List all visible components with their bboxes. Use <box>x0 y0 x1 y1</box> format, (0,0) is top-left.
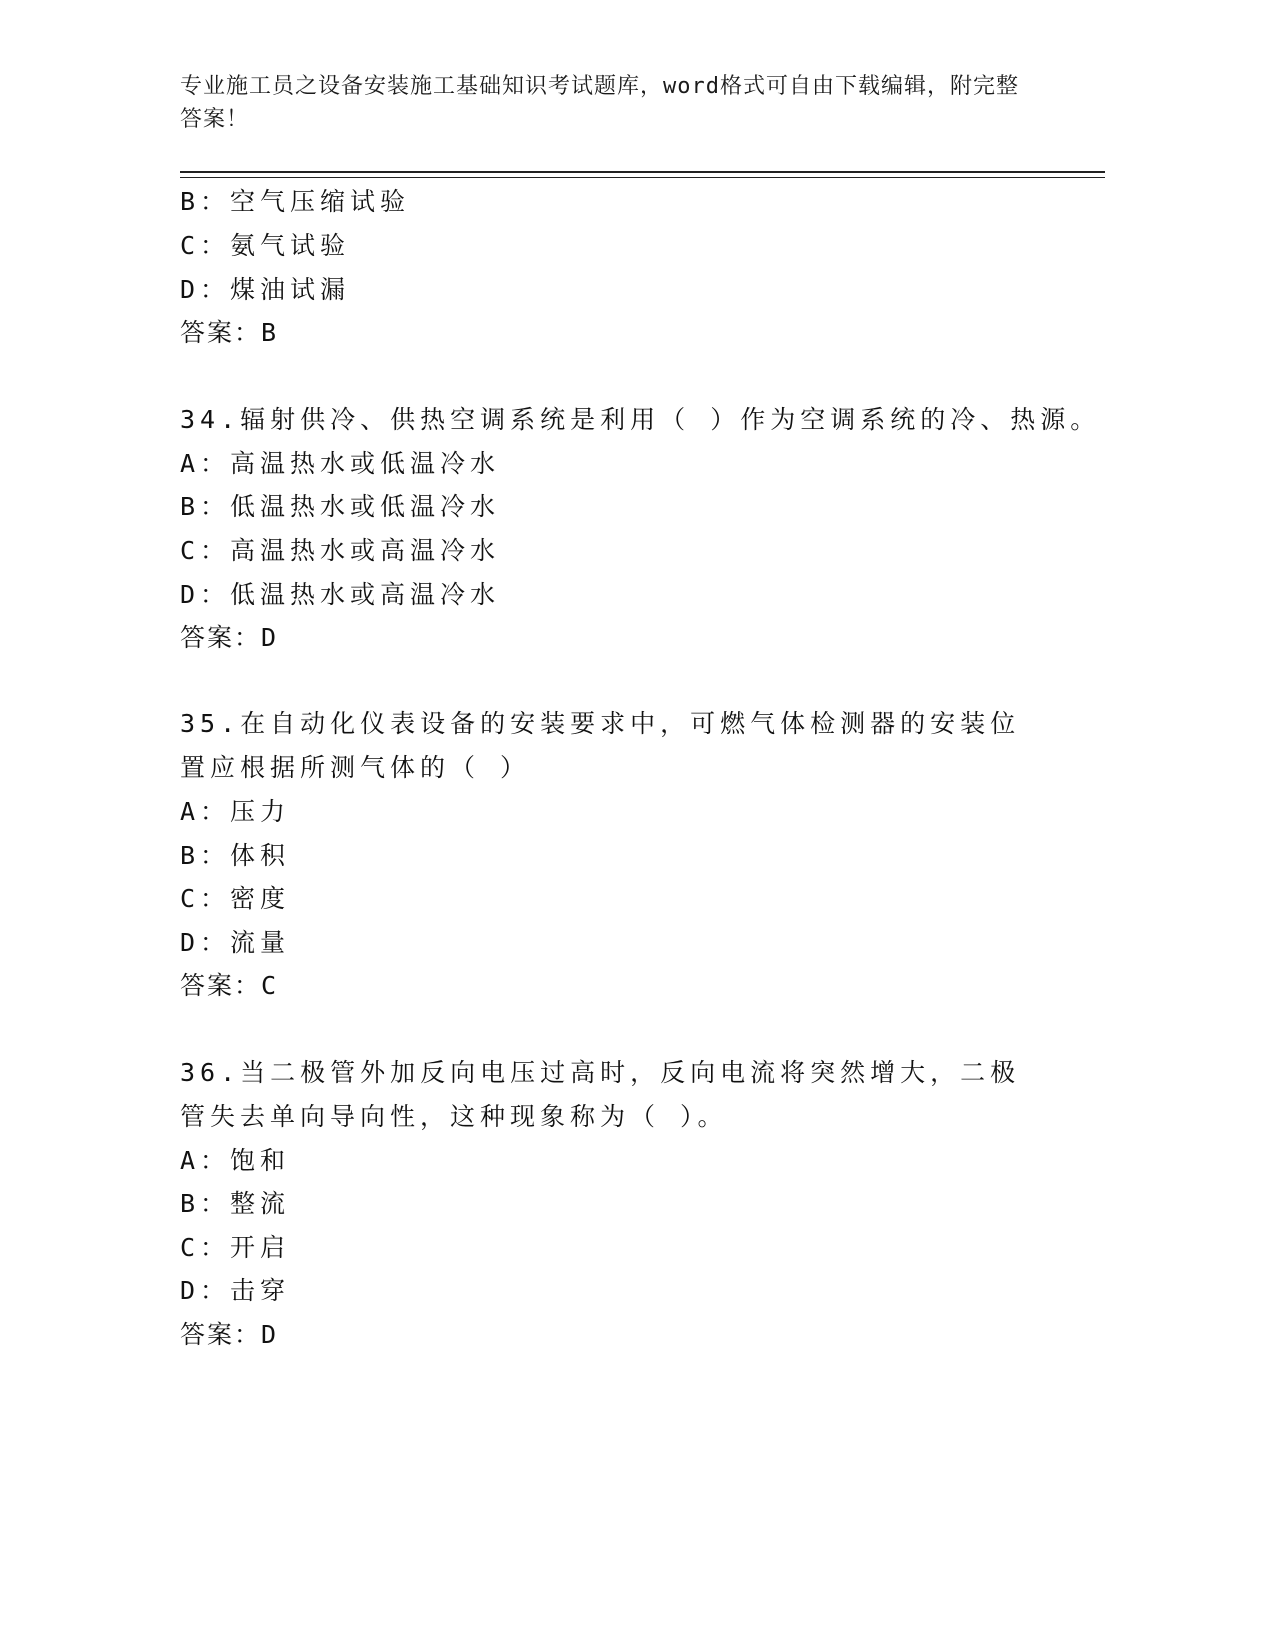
q34-option-c: C：高温热水或高温冷水 <box>180 536 501 565</box>
q36-option-a: A：饱和 <box>180 1146 291 1175</box>
q35-option-a: A：压力 <box>180 797 291 826</box>
q36-answer: 答案：D <box>180 1320 279 1349</box>
q34-option-b: B：低温热水或低温冷水 <box>180 492 501 521</box>
q34-option-d: D：低温热水或高温冷水 <box>180 580 501 609</box>
q33-answer: 答案：B <box>180 318 279 347</box>
header-rule-thin <box>180 177 1105 178</box>
document-header: 专业施工员之设备安装施工基础知识考试题库，word格式可自由下载编辑，附完整答案！ <box>180 74 1019 132</box>
q35-stem: 35.在自动化仪表设备的安装要求中，可燃气体检测器的安装位置应根据所测气体的（ ） <box>180 709 1021 782</box>
header-rule-thick <box>180 171 1105 173</box>
q35-option-d: D：流量 <box>180 928 291 957</box>
q36-stem: 36.当二极管外加反向电压过高时，反向电流将突然增大，二极管失去单向导向性，这种现象称为（ ）。 <box>180 1058 1021 1131</box>
q36-option-c: C：开启 <box>180 1233 291 1262</box>
q34-answer: 答案：D <box>180 623 279 652</box>
q35-option-c: C：密度 <box>180 884 291 913</box>
q36-option-d: D：击穿 <box>180 1276 291 1305</box>
q34-option-a: A：高温热水或低温冷水 <box>180 449 501 478</box>
q34-stem: 34.辐射供冷、供热空调系统是利用（ ）作为空调系统的冷、热源。 <box>180 405 1101 434</box>
q33-option-d: D：煤油试漏 <box>180 275 351 304</box>
q35-answer: 答案：C <box>180 971 279 1000</box>
q33-option-c: C：氨气试验 <box>180 231 351 260</box>
q35-option-b: B：体积 <box>180 841 291 870</box>
q33-option-b: B：空气压缩试验 <box>180 187 411 216</box>
q36-option-b: B：整流 <box>180 1189 291 1218</box>
